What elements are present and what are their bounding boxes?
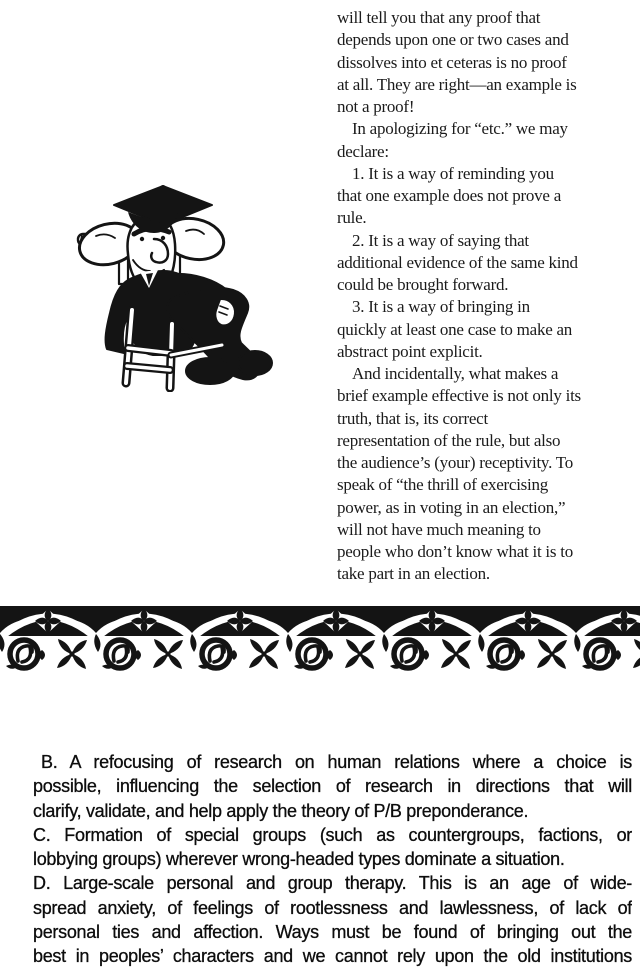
text-line: 3. It is a way of bringing in [352,297,530,317]
right-text-column [337,7,635,586]
text-line: not a proof! [337,97,415,116]
text-line: at all. They are right—an example is [337,74,577,94]
text-line: spread anxiety, of feelings of rootlessness and lawlessness, of lack of [33,897,632,918]
text-line: 2. It is a way of saying that [352,230,529,250]
bottom-text-block [33,750,632,969]
text-line: quickly at least one case to make an [337,319,573,339]
text-line: could be brought forward. [337,275,509,294]
ornamental-divider [0,606,640,674]
text-line: will not have much meaning to [337,519,541,539]
text-line: C. Formation of special groups (such as countergroups, factions, or [33,824,632,845]
text-line: people who don’t know what it is to [337,542,573,561]
text-line: the audience’s (your) receptivity. To [337,453,573,472]
text-line: In apologizing for “etc.” we may [352,119,568,139]
text-line: brief example effective is not only its [337,386,581,406]
professor-cartoon-illustration [70,182,275,392]
text-line: power, as in voting in an election,” [337,497,566,517]
text-line: lobbying groups) wherever wrong-headed types dominate a situation. [33,849,565,870]
text-line: personal ties and affection. Ways must be found of bringing out the [33,922,632,943]
text-line: depends upon one or two cases and [337,30,569,50]
text-line: 1. It is a way of reminding you [352,163,554,183]
text-line: abstract point explicit. [337,341,483,361]
text-line: D. Large-scale personal and group therapy. This is an age of wide- [33,873,632,894]
text-line: that one example does not prove a [337,186,562,205]
text-line: additional evidence of the same kind [337,252,578,272]
text-line: will tell you that any proof that [337,8,541,27]
text-line: speak of “the thrill of exercising [337,475,549,495]
text-line: possible, influencing the selection of research in directions that will [33,776,632,797]
text-line: dissolves into et ceteras is no proof [337,52,567,72]
fleuron-band-svg [0,606,640,674]
text-line: declare: [337,141,389,161]
text-line: truth, that is, its correct [337,408,488,428]
text-line: rule. [337,208,367,228]
text-line: B. A refocusing of research on human relations where a choice is [41,752,632,772]
text-line: representation of the rule, but also [337,430,561,450]
professor-cartoon-svg [70,182,275,392]
text-line: clarify, validate, and help apply the theory of P/B preponderance. [33,800,529,821]
text-line: take part in an election. [337,564,490,584]
text-line: And incidentally, what makes a [352,364,559,383]
text-line: best in peoples’ characters and we cannot rely upon the old institutions [33,946,632,967]
